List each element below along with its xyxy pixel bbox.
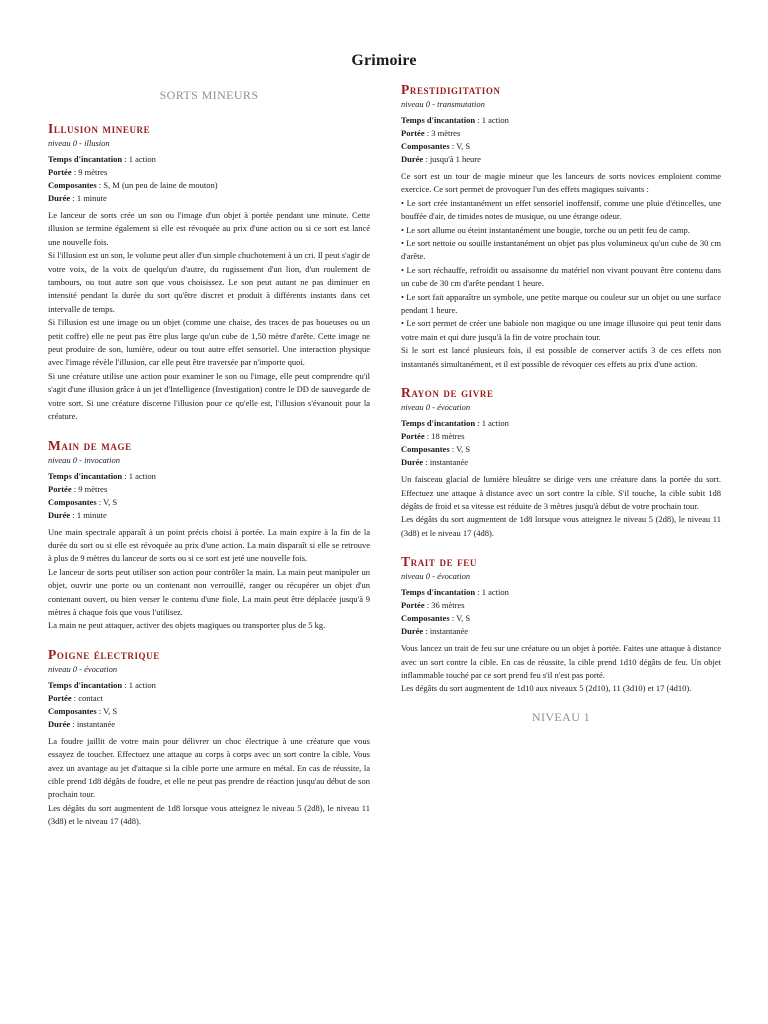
spell-prop-label: Temps d'incantation [48,154,123,164]
spell-prop-label: Portée [48,692,72,703]
separator: : [71,692,79,703]
spell-prop-cast [48,679,370,692]
spell-prop-label: Composantes [401,444,450,455]
spell-prop-cast [401,114,721,127]
separator: : [424,600,432,611]
spell-prop-label: Temps d'incantation [48,470,123,481]
section-heading-cantrips: SORTS MINEURS [159,88,259,102]
spell-prop-label: Composantes [48,180,97,190]
spell-prop-cast [48,153,370,166]
separator: : [424,128,432,138]
spell-prop-value: 9 mètres [78,483,108,494]
separator: : [71,483,79,494]
spell-prop-value: V, S [456,444,471,455]
description-paragraph: Ce sort est un tour de magie mineur que les lanceurs de sorts novices emploient comme exercice. Ce sort permet de provoquer l'un des effets magiques suivants : [401,171,721,195]
spell-prop-label: Portée [48,483,72,494]
separator: : [70,718,77,729]
description-paragraph: • Le sort réchauffe, refroidit ou assaisonne du matériel non vivant pouvant être contenu dans un cube de 30 cm d'arête pendant 1 heure. [401,264,721,289]
description-paragraph: • Le sort fait apparaître un symbole, une petite marque ou couleur sur un objet ou une surface pendant 1 heure. [401,291,721,316]
separator: : [475,587,482,598]
spell-name: Trait de feu [401,554,477,570]
description-paragraph: Si une créature utilise une action pour examiner le son ou l'image, elle peut comprendre qu'il s'agit d'une illusion grâce à un jet d'Intelligence (Investigation) contre le DD de sauvegarde de votre sort. Si une créature discerne l'illusion pour ce qu'elle est, l'illusion s'évanouit pour la créature. [48,370,370,422]
spell-prop-value: instantanée [429,457,469,468]
spell-prop-label: Temps d'incantation [48,679,123,690]
spell-prop-duration [48,509,370,522]
description-paragraph: Le lanceur de sorts peut utiliser son action pour contrôler la main. La main peut manipuler un objet, ouvrir une porte ou un contenant non verrouillé, ranger ou récupérer un objet d'un contenant ouvert, ou bien verser le contenu d'une fiole. La main peut être déplacée jusqu'à 9 mètres à chaque fois que vous l'utilisez. [48,566,370,617]
spell-entry [48,647,370,829]
spell-prop-cast [401,586,721,599]
right-spell-list [401,82,721,696]
description-paragraph: Si le sort est lancé plusieurs fois, il est possible de conserver actifs 3 de ces effets non instantanés simultanément, et il est possible de révoquer ces effets au prix d'une action. [401,345,721,369]
spell-level: niveau 0 - évocation [401,571,471,582]
spell-level: niveau 0 - illusion [48,138,110,148]
separator: : [70,193,77,203]
spell-prop-value: 1 action [128,679,156,690]
description-paragraph: Les dégâts du sort augmentent de 1d8 lorsque vous atteignez le niveau 5 (2d8), le niveau 11 (3d8) et le niveau 17 (4d8). [48,802,370,827]
spell-prop-value: V, S [456,613,471,624]
separator: : [449,613,457,624]
spell-prop-components [48,179,370,192]
spell-prop-value: 36 mètres [431,600,465,611]
spell-description [401,642,721,696]
spell-entry [401,385,721,540]
spell-prop-cast [48,470,370,483]
spell-prop-value: 1 action [128,154,156,164]
spell-description [48,526,370,633]
spell-description [401,170,721,371]
spell-prop-value: 1 minute [76,193,107,203]
separator: : [423,457,430,468]
spell-prop-range [401,430,721,443]
separator: : [449,444,457,455]
separator: : [424,431,432,442]
spell-prop-value: 9 mètres [78,167,108,177]
separator: : [449,141,457,151]
spell-level: niveau 0 - évocation [48,663,118,674]
description-paragraph: Vous lancez un trait de feu sur une créature ou un objet à portée. Faites une attaque à distance avec un sort contre la cible. En cas de réussite, la cible prend 1d10 dégâts de feu. Un objet inflammable touché par ce sort prend feu s'il n'est pas porté. [401,643,721,680]
description-paragraph: Les dégâts du sort augmentent de 1d10 aux niveaux 5 (2d10), 11 (3d10) et 17 (4d10). [401,683,692,694]
spell-prop-components [401,140,721,153]
spell-prop-range [401,127,721,140]
spell-prop-label: Portée [401,600,425,611]
spell-prop-duration [48,192,370,205]
separator: : [423,626,430,637]
separator: : [96,180,104,190]
spell-prop-range [48,483,370,496]
spell-prop-label: Composantes [401,613,450,624]
spell-prop-components [48,496,370,509]
description-paragraph: • Le sort permet de créer une babiole non magique ou une image illusoire qui peut tenir dans votre main et qui dure jusqu'à la fin de votre prochain tour. [401,318,721,342]
spell-description [48,209,370,424]
spell-name: Main de mage [48,437,132,453]
spell-level: niveau 0 - évocation [401,402,471,413]
separator: : [423,154,430,164]
spell-prop-components [401,443,721,456]
spell-prop-label: Temps d'incantation [401,587,476,598]
description-paragraph: Une main spectrale apparaît à un point précis choisi à portée. La main expire à la fin de la durée du sort ou si elle est révoquée au prix d'une action. La main disparaît si elle se retrouve à plus de 9 mètres du lanceur de sorts ou si ce sort est jeté une nouvelle fois. [48,526,370,564]
page-title: Grimoire [351,52,417,69]
description-paragraph: Les dégâts du sort augmentent de 1d8 lorsque vous atteignez le niveau 5 (2d8), le niveau 11 (3d8) et le niveau 17 (4d8). [401,514,721,538]
spell-prop-label: Durée [48,193,71,203]
spell-prop-value: 1 action [128,470,156,481]
spell-entry [48,121,370,424]
spell-level: niveau 0 - transmutation [401,99,485,109]
separator: : [122,154,129,164]
section-heading-level-1: NIVEAU 1 [531,709,591,724]
spell-prop-value: 1 minute [76,509,107,520]
spell-prop-range [48,692,370,705]
description-paragraph: Si l'illusion est un son, le volume peut aller d'un simple chuchotement à un cri. Il peut s'agir de votre voix, de la voix de quelqu'un d'autre, du rugissement d'un lion, d'un roulement de tambours, ou tout autre son que vous choisissez. Le son peut autant ne pas diminuer en intensité pendant la durée du sort qu'être discret et produit à différents instants dans cet intervalle de temps. [48,250,370,314]
spell-prop-range [48,166,370,179]
separator: : [96,496,104,507]
spell-prop-value: instantanée [76,718,116,729]
spell-prop-cast [401,417,721,430]
spell-prop-range [401,599,721,612]
spell-prop-label: Portée [48,167,72,177]
right-column [401,82,721,725]
description-paragraph: • Le sort allume ou éteint instantanément une bougie, torche ou un petit feu de camp. [401,224,690,235]
spell-prop-value: S, M (un peu de laine de mouton) [103,180,218,190]
spell-prop-value: jusqu'à 1 heure [429,154,481,164]
spell-prop-label: Temps d'incantation [401,115,476,125]
spell-entry [401,82,721,371]
spell-prop-value: V, S [103,705,118,716]
separator: : [122,470,129,481]
spell-prop-label: Portée [401,431,425,442]
spell-entry [401,554,721,696]
left-column [48,82,370,843]
description-paragraph: Un faisceau glacial de lumière bleuâtre se dirige vers une créature dans la portée du sort. Effectuez une attaque à distance avec un sort contre la cible. S'il touche, la cible subit 1d8 dégâts de froid et sa vitesse est réduite de 3 mètres jusqu'à début de votre prochain tour. [401,474,721,511]
spell-prop-label: Composantes [48,496,97,507]
spell-prop-label: Durée [401,154,424,164]
separator: : [96,705,104,716]
separator: : [70,509,77,520]
description-paragraph: La main ne peut attaquer, activer des objets magiques ou transporter plus de 5 kg. [48,620,326,631]
spell-prop-value: 1 action [481,587,509,598]
spell-prop-duration [401,153,721,166]
spell-prop-label: Durée [48,509,71,520]
spell-prop-label: Composantes [401,141,450,151]
description-paragraph: La foudre jaillit de votre main pour délivrer un choc électrique à une créature que vous essayez de toucher. Effectuez une attaque au corps à corps avec un sort contre la cible. Vous avez un avantage au jet d'attaque si la cible porte une armure en métal. En cas de réussite, la cible prend 1d8 dégâts de foudre, et elle ne peut pas prendre de réaction jusqu'au début de son prochain tour. [48,735,370,800]
left-spell-list [48,121,370,829]
spell-prop-label: Durée [48,718,71,729]
spell-prop-value: V, S [103,496,118,507]
description-paragraph: Le lanceur de sorts crée un son ou l'image d'un objet à portée pendant une minute. Cette illusion se termine également si elle est révoquée au prix d'une action ou si ce sort est lancé une nouvelle fois. [48,210,370,247]
spell-prop-value: V, S [456,141,471,151]
spell-prop-components [48,705,370,718]
spell-prop-value: contact [78,692,103,703]
spell-prop-value: instantanée [429,626,469,637]
spell-name: Rayon de givre [401,385,494,401]
spell-prop-components [401,612,721,625]
separator: : [475,115,482,125]
description-paragraph: • Le sort crée instantanément un effet sensoriel inoffensif, comme une pluie d'étincelles, une bouffée d'air, de timides notes de musique, ou une étrange odeur. [401,197,721,222]
spell-description [48,735,370,829]
spell-prop-label: Durée [401,457,424,468]
spell-prop-duration [48,718,370,731]
spell-prop-duration [401,456,721,469]
spell-prop-duration [401,625,721,638]
spell-prop-label: Temps d'incantation [401,418,476,429]
spell-level: niveau 0 - invocation [48,454,120,465]
separator: : [475,418,482,429]
spell-prop-value: 1 action [481,115,509,125]
spell-entry [48,438,370,633]
separator: : [71,167,79,177]
spell-prop-label: Composantes [48,705,97,716]
spell-description [401,473,721,540]
spell-prop-value: 18 mètres [431,431,465,442]
spell-name: Poigne électrique [48,646,160,662]
spell-name: Illusion mineure [48,121,151,136]
separator: : [122,679,129,690]
description-paragraph: Si l'illusion est une image ou un objet (comme une chaise, des traces de pas boueuses ou un petit coffre) elle ne peut pas être plus large qu'un cube de 1,50 mètre d'arête. Cette image ne peut produire de son, lumière, odeur ou tout autre effet sensoriel. Une interaction physique avec l'image révèle l'illusion, car elle peut être traversée par n'importe quoi. [48,317,370,368]
spell-prop-value: 3 mètres [431,128,461,138]
spell-prop-value: 1 action [481,418,509,429]
spell-name: Prestidigitation [401,82,501,97]
description-paragraph: • Le sort nettoie ou souille instantanément un objet pas plus volumineux qu'un cube de 30 cm d'arête. [401,238,721,262]
spell-prop-label: Portée [401,128,425,138]
spell-prop-label: Durée [401,626,424,637]
